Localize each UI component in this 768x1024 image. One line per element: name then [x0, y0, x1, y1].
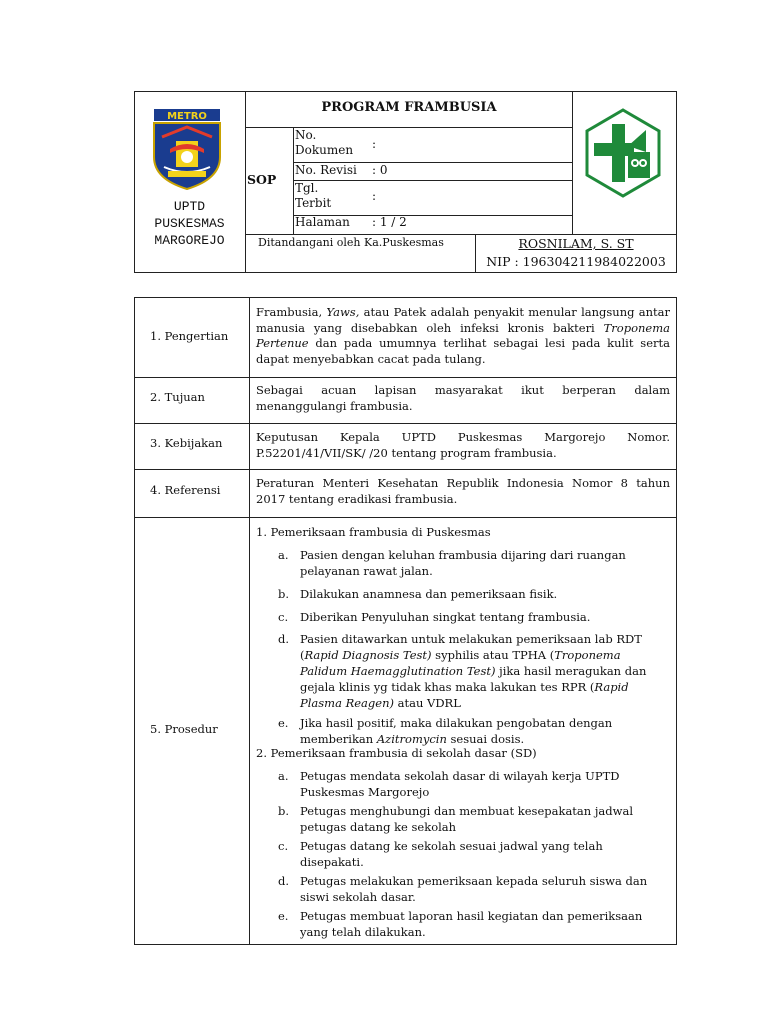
label-tujuan: 2. Tujuan [150, 390, 205, 404]
document-title: PROGRAM FRAMBUSIA [321, 100, 497, 115]
field-no-dokumen: No. Dokumen [295, 128, 354, 157]
signer-nip: NIP : 196304211984022003 [486, 254, 666, 269]
label-referensi: 4. Referensi [150, 483, 221, 497]
label-pengertian: 1. Pengertian [150, 329, 229, 343]
list-item: b. Dilakukan anamnesa dan pemeriksaan fisik. [278, 587, 558, 601]
list-item: c. Diberikan Penyuluhan singkat tentang frambusia. [278, 610, 591, 624]
signed-by-label: Ditandangani oleh Ka.Puskesmas [258, 236, 444, 249]
field-halaman-value: : 1 / 2 [372, 215, 407, 229]
list-item: a. Pasien dengan keluhan frambusia dijaring dari ruangan pelayanan rawat jalan. [278, 548, 626, 578]
field-tgl-terbit-value: : [372, 189, 377, 203]
text-tujuan: Sebagai acuan lapisan masyarakat ikut berperan dalam menanggulangi frambusia. [256, 383, 670, 413]
list-item: e. Petugas membuat laporan hasil kegiatan dan pemeriksaan yang telah dilakukan. [278, 909, 643, 939]
list-item: b. Petugas menghubungi dan membuat kesepakatan jadwal petugas datang ke sekolah [278, 804, 634, 834]
text-kebijakan: Keputusan Kepala UPTD Puskesmas Margorejo Nomor. P.52201/41/VII/SK/ /20 tentang program frambusia. [256, 430, 670, 460]
sop-label: SOP [247, 172, 277, 187]
list-item: e. Jika hasil positif, maka dilakukan pengobatan dengan memberikan Azitromycin sesuai dosis. [278, 716, 613, 746]
org-line-3: MARGOREJO [154, 233, 225, 248]
text-referensi: Peraturan Menteri Kesehatan Republik Indonesia Nomor 8 tahun 2017 tentang eradikasi frambusia. [256, 476, 670, 506]
list-item: d. Pasien ditawarkan untuk melakukan pemeriksaan lab RDT (Rapid Diagnosis Test) syphilis atau TPHA (Troponema Palidum Haemagglutination Test) jika hasil meragukan dan gejala klinis yg tidak khas maka lakukan tes RPR (Rapid Plasma Reagen) atau VDRL [278, 632, 647, 710]
list-item: c. Petugas datang ke sekolah sesuai jadwal yang telah disepakati. [278, 839, 603, 869]
org-line-2: PUSKESMAS [154, 216, 225, 231]
org-line-1: UPTD [173, 199, 206, 214]
organization-name [134, 198, 245, 249]
puskesmas-logo-icon [584, 108, 662, 198]
prosedur-item-2: 2. Pemeriksaan frambusia di sekolah dasar (SD) [256, 746, 537, 760]
text-pengertian: Frambusia, Yaws, atau Patek adalah penyakit menular langsung antar manusia yang disebabkan oleh infeksi kronis bakteri Troponema Pertenue dan pada umumnya terlihat sebagai lesi pada kulit serta dapat menyebabkan cacat pada tulang. [256, 305, 670, 366]
logo-text: METRO [167, 111, 207, 122]
field-no-revisi: No. Revisi [295, 163, 357, 177]
field-no-dokumen-value: : [372, 137, 377, 151]
field-no-revisi-value: : 0 [372, 163, 388, 177]
label-kebijakan: 3. Kebijakan [150, 436, 223, 450]
list-item: a. Petugas mendata sekolah dasar di wilayah kerja UPTD Puskesmas Margorejo [278, 769, 620, 799]
signer-name: ROSNILAM, S. ST [518, 236, 634, 251]
prosedur-item-1: 1. Pemeriksaan frambusia di Puskesmas [256, 525, 491, 539]
field-tgl-terbit: Tgl. Terbit [295, 181, 332, 210]
metro-city-logo-icon [150, 107, 224, 191]
field-halaman: Halaman [295, 215, 350, 229]
list-item: d. Petugas melakukan pemeriksaan kepada seluruh siswa dan siswi sekolah dasar. [278, 874, 648, 904]
label-prosedur: 5. Prosedur [150, 722, 218, 736]
